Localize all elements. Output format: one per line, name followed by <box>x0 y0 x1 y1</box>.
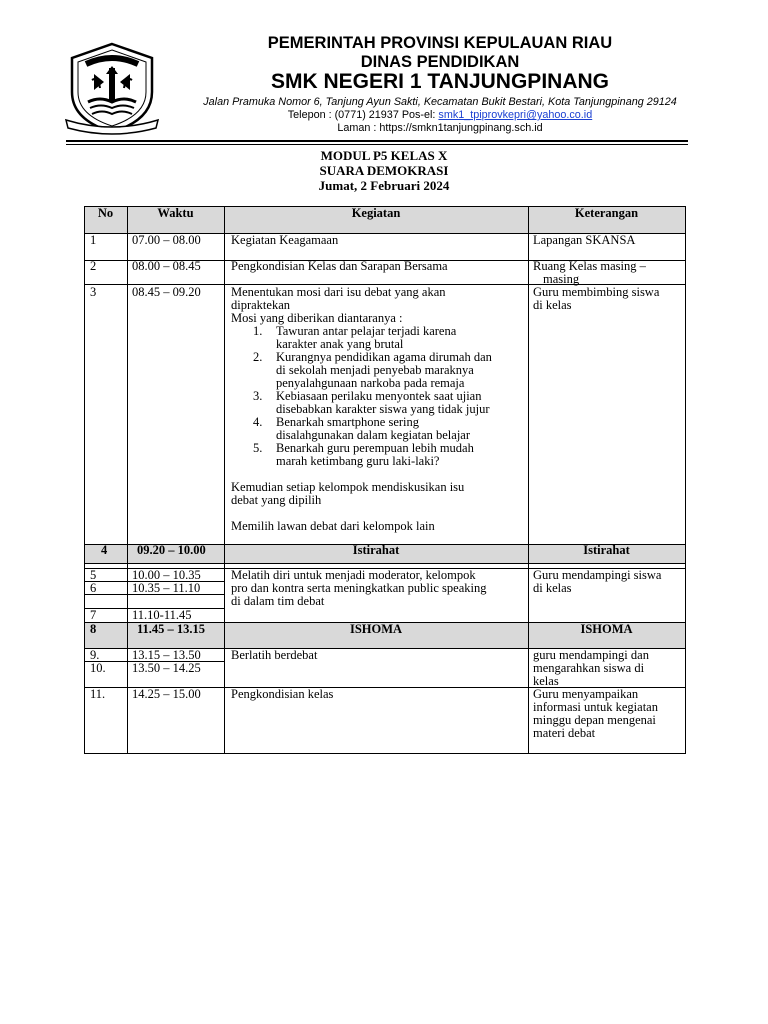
school-address: Jalan Pramuka Nomor 6, Tanjung Ayun Sakti, Kecamatan Bukit Bestari, Kota Tanjungpinang 29124 <box>203 96 677 108</box>
row5-waktu: 10.00 – 10.35 <box>132 568 201 582</box>
list-item: 2. Kurangnya pendidikan agama dirumah dan di sekolah menjadi penyebab maraknya penyalahgunaan narkoba pada remaja <box>253 350 492 390</box>
column-header-no: No <box>97 206 114 220</box>
list-item: 3. Kebiasaan perilaku menyontek saat ujian disebabkan karakter siswa yang tidak jujur <box>253 389 490 416</box>
email-link[interactable]: smk1_tpiprovkepri@yahoo.co.id <box>438 109 593 121</box>
row9-10-kegiatan: Berlatih berdebat <box>231 648 318 662</box>
document-subtitle: SUARA DEMOKRASI <box>319 163 449 178</box>
column-header-keterangan: Keterangan <box>574 206 639 220</box>
row8-waktu: 11.45 – 13.15 <box>137 622 206 636</box>
row7-no: 7 <box>90 608 97 622</box>
row2-no: 2 <box>90 259 97 273</box>
row4-waktu: 09.20 – 10.00 <box>137 543 206 557</box>
row9-waktu: 13.15 – 13.50 <box>132 648 201 662</box>
letterhead-rule-thick <box>66 140 688 142</box>
contact-line <box>150 109 730 121</box>
row3-waktu: 08.45 – 09.20 <box>132 285 201 299</box>
document-date: Jumat, 2 Februari 2024 <box>318 178 450 193</box>
department-name: DINAS PENDIDIKAN <box>360 53 520 71</box>
document-title: MODUL P5 KELAS X <box>320 148 448 163</box>
row8-no: 8 <box>90 622 97 636</box>
row10-no: 10. <box>90 661 106 675</box>
row1-no: 1 <box>90 233 97 247</box>
row6-waktu: 10.35 – 11.10 <box>132 581 201 595</box>
row11-keterangan: Guru menyampaikan informasi untuk kegiatan minggu depan mengenai materi debat <box>533 687 658 740</box>
mosi-list <box>231 325 492 468</box>
row9-no: 9. <box>90 648 100 662</box>
row11-no: 11. <box>90 687 106 701</box>
row7-waktu: 11.10-11.45 <box>132 608 192 622</box>
provincial-emblem-icon <box>64 40 160 136</box>
row3-kegiatan: Menentukan mosi dari isu debat yang akan dipraktekan Mosi yang diberikan diantaranya : 1. Tawuran antar pelajar terjadi karena karakter anak yang brutal 2. Kurangnya pendidikan agama dirumah dan di sekolah menjadi penyebab maraknya penyalahgunaan narkoba pada remaja 3. Kebiasaan perilaku menyontek saat ujian disebabkan karakter siswa yang tidak jujur 4. Benarkah smartphone sering disalahgunakan dalam kegiatan belajar 5. Benarkah guru perempuan lebih mudah marah ketimbang guru laki-laki? Kemudian setiap kelompok mendiskusikan isu debat yang dipilih Memilih lawan debat dari kelompok lain <box>231 285 492 533</box>
row10-waktu: 13.50 – 14.25 <box>132 661 201 675</box>
column-header-kegiatan: Kegiatan <box>351 206 401 220</box>
row6-no: 6 <box>90 581 97 595</box>
row4-keterangan: Istirahat <box>583 543 630 557</box>
phone-text: Telepon : (0771) 21937 Pos-el: <box>287 109 439 121</box>
government-name: PEMERINTAH PROVINSI KEPULAUAN RIAU <box>267 34 613 52</box>
row1-waktu: 07.00 – 08.00 <box>132 233 201 247</box>
row8-kegiatan: ISHOMA <box>349 622 403 636</box>
row4-no: 4 <box>101 543 108 557</box>
row2-kegiatan: Pengkondisian Kelas dan Sarapan Bersama <box>231 259 448 273</box>
row1-keterangan: Lapangan SKANSA <box>533 233 636 247</box>
row5-7-keterangan: Guru mendampingi siswa di kelas <box>533 568 662 595</box>
school-name: SMK NEGERI 1 TANJUNGPINANG <box>271 70 609 93</box>
row2-keterangan: Ruang Kelas masing – masing <box>533 259 646 286</box>
letterhead-rule-thin <box>66 144 688 145</box>
list-item: 1. Tawuran antar pelajar terjadi karena karakter anak yang brutal <box>253 324 457 351</box>
column-header-waktu: Waktu <box>157 206 194 220</box>
row4-kegiatan: Istirahat <box>352 543 400 557</box>
row11-waktu: 14.25 – 15.00 <box>132 687 201 701</box>
row8-keterangan: ISHOMA <box>580 622 633 636</box>
row2-waktu: 08.00 – 08.45 <box>132 259 201 273</box>
row5-no: 5 <box>90 568 97 582</box>
row9-10-keterangan: guru mendampingi dan mengarahkan siswa di kelas <box>533 648 649 688</box>
row1-kegiatan: Kegiatan Keagamaan <box>231 233 339 247</box>
row5-7-kegiatan: Melatih diri untuk menjadi moderator, kelompok pro dan kontra serta meningkatkan public speaking di dalam tim debat <box>231 568 487 608</box>
website-line: Laman : https://smkn1tanjungpinang.sch.id <box>337 122 543 134</box>
schedule-table <box>84 206 686 754</box>
list-item: 4. Benarkah smartphone sering disalahgunakan dalam kegiatan belajar <box>253 415 471 442</box>
row3-keterangan: Guru membimbing siswa di kelas <box>533 285 660 312</box>
row3-no: 3 <box>90 285 97 299</box>
list-item: 5. Benarkah guru perempuan lebih mudah marah ketimbang guru laki-laki? <box>253 441 474 468</box>
row11-kegiatan: Pengkondisian kelas <box>231 687 334 701</box>
